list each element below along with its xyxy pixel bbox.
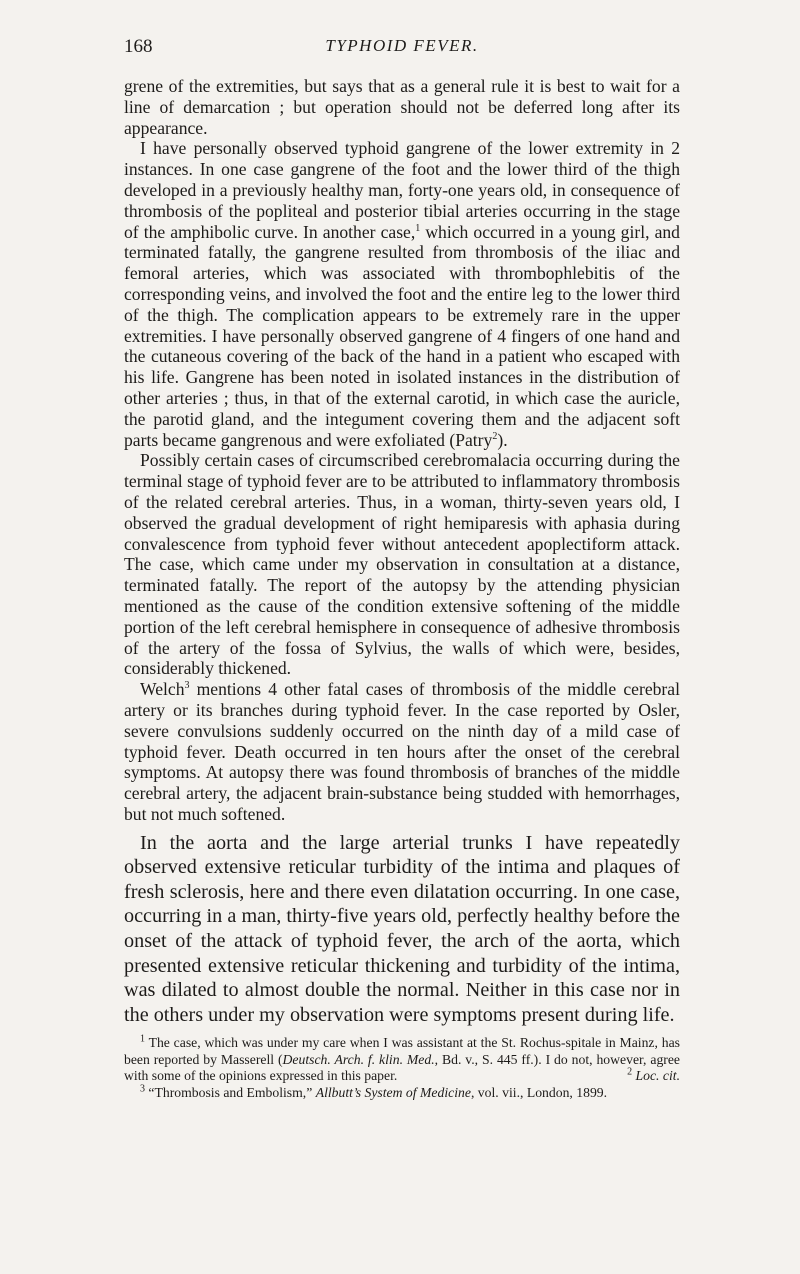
footnote-mark: 2 <box>627 1066 633 1078</box>
footnote-ref: 3 <box>184 680 190 692</box>
footnote-text: , vol. vii., London, 1899. <box>470 1084 608 1100</box>
footnote-citation: Deutsch. Arch. f. klin. Med. <box>282 1051 435 1067</box>
running-title: TYPHOID FEVER. <box>325 36 479 55</box>
paragraph-text: which occurred in a young girl, and terminated fatally, the gangrene resulted from thrombosis of the iliac and femoral arteries, which was associated with thrombophlebitis of the corresponding veins, and involved the foot and the entire leg to the lower third of the thigh. The complication appears to be extremely rare in the upper extremities. I have personally observed gangrene of 4 fingers of one hand and the cutaneous covering of the back of the hand in a patient who escaped with his life. Gangrene has been noted in isolated instances in the distribution of other arteries ; thus, in that of the external carotid, in which case the auricle, the parotid gland, and the integument covering them and the adjacent soft parts became gangrenous and were exfoliated (Patry <box>124 221 680 450</box>
footnote <box>124 1035 680 1085</box>
page-header <box>124 36 680 64</box>
footnote <box>124 1085 680 1102</box>
footnote-text: “Thrombosis and Embolism,” <box>145 1084 316 1100</box>
paragraph: In the aorta and the large arterial trunks I have repeatedly observed extensive reticular turbidity of the intima and plaques of fresh sclerosis, here and there even dilatation occurring. In one case, occurring in a man, thirty-five years old, perfectly healthy before the onset of the attack of typhoid fever, the arch of the aorta, which presented extensive reticular thickening and turbidity of the intima, was dilated to almost double the normal. Neither in this case nor in the others under my observation were symptoms present during life. <box>124 831 680 1026</box>
paragraph: grene of the extremities, but says that as a general rule it is best to wait for a line of demarcation ; but operation should not be deferred long after its appearance. <box>124 76 680 138</box>
footnote-citation: Loc. cit. <box>635 1068 680 1084</box>
footnote-2 <box>611 1068 680 1085</box>
footnote-citation: Allbutt’s System of Medicine <box>315 1084 471 1100</box>
paragraph-text: ). <box>497 429 508 450</box>
page-number: 168 <box>124 36 153 57</box>
footnote-text: The case, which was under my care when I was assistant at the St. Rochus-spitale in Mainz, has been reported by Masserell ( <box>124 1035 680 1067</box>
paragraph-text: mentions 4 other fatal cases of thrombosis of the middle cerebral artery or its branches during typhoid fever. In the case reported by Osler, severe convulsions suddenly occurred on the ninth day of a mild case of typhoid fever. Death occurred in ten hours after the onset of the cerebral symptoms. At autopsy there was found thrombosis of branches of the middle cerebral artery, the adjacent brain-substance being studded with hemorrhages, but not much softened. <box>124 679 680 824</box>
paragraph: Possibly certain cases of circumscribed cerebromalacia occurring during the terminal stage of typhoid fever are to be attributed to inflammatory thrombosis of the related cerebral arteries. Thus, in a woman, thirty-seven years old, I observed the gradual development of right hemiparesis with aphasia during convalescence from typhoid fever without antecedent apoplectiform attack. The case, which came under my observation in consultation at a distance, terminated fatally. The report of the autopsy by the attending physician mentioned as the cause of the condition extensive softening of the middle portion of the left cerebral hemisphere in consequence of adhesive thrombosis of the artery of the fossa of Sylvius, the walls of which were, besides, considerably thickened. <box>124 450 680 679</box>
footnote-ref: 1 <box>415 222 421 234</box>
paragraph-text: Welch <box>140 679 185 700</box>
footnote-ref: 2 <box>492 430 498 442</box>
footnote-text: , Bd. v., S. 445 ff.). I do not, however, agree with some of the opinions expressed in this paper. <box>124 1051 680 1084</box>
footnote-mark: 3 <box>140 1083 145 1095</box>
paragraph <box>124 679 680 825</box>
paragraph-text: I have personally observed typhoid gangrene of the lower extremity in 2 instances. In one case gangrene of the foot and the lower third of the thigh developed in a previously healthy man, forty-one years old, in consequence of thrombosis of the popliteal and posterior tibial arteries occurring in the stage of the amphibolic curve. In another case, <box>124 138 680 242</box>
footnote-mark: 1 <box>140 1033 145 1045</box>
page-body <box>124 76 680 1101</box>
paragraph <box>124 138 680 450</box>
